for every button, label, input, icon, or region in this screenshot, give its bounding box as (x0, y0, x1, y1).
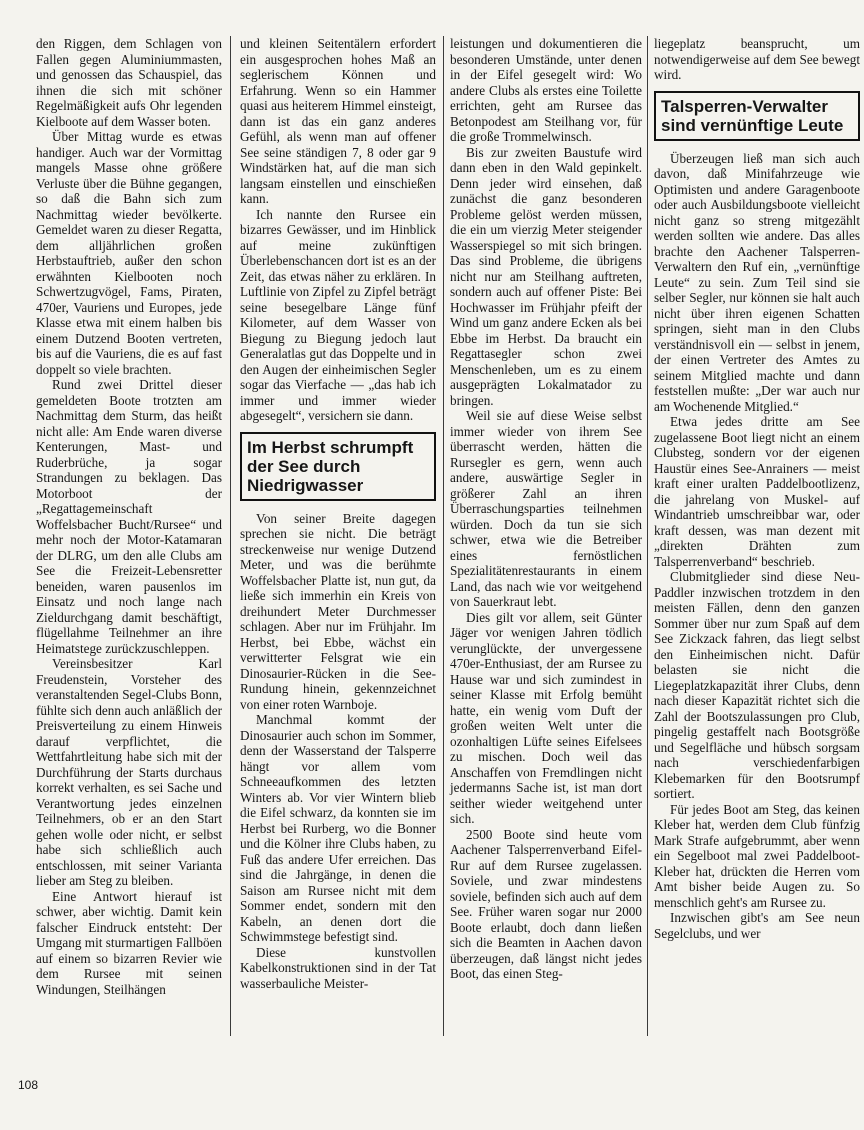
paragraph: Vereinsbesitzer Karl Freudenstein, Vorsteher des veranstaltenden Segel-Clubs Bonn, fühlte sich denn auch anläßlich der Preisverteilung zu einem Hinweis darauf verpflichtet, die Wettfahrtleitung habe sich mit der Durchführung der Starts durchaus korrekt verhalten, es sei Sache und Verantwortung jedes einzelnen Teilnehmers, ob er an den Start gehen wolle oder nicht, er selbst habe sich schließlich auch entschlossen, mit seiner Varianta lieber am Steg zu bleiben. (36, 656, 222, 888)
page-number: 108 (18, 1078, 39, 1092)
paragraph: Diese kunstvollen Kabelkonstruktionen sind in der Tat wasserbauliche Meister- (240, 944, 436, 991)
paragraph: den Riggen, dem Schlagen von Fallen gegen Aluminiummasten, und genossen das Schauspiel, das ihnen die sich mit schöner Regelmäßigkeit aufs Ohr legenden Kielboote auf dem Wasser boten. (36, 36, 222, 129)
text-column-4 (654, 36, 860, 941)
paragraph: Etwa jedes dritte am See zugelassene Boot liegt nicht an einem Clubsteg, sondern vor der eigenen Haustür eines See-Anrainers — meist kraft einer uralten Paddelbootlizenz, die jahrelang von Muskel- auf Windantrieb umschreibbar war, oder kraft dessen, was man dezent mit „direkten Drähten zum Talsperrenverband“ beschrieb. (654, 414, 860, 569)
paragraph: Für jedes Boot am Steg, das keinen Kleber hat, werden dem Club fünfzig Mark Strafe aufgebrummt, aber wenn ein Segelboot mal zwei Paddelboot-Kleber hat, drückten die Herren vom Amt bisher beide Augen zu. So menschlich geht's am Rursee zu. (654, 801, 860, 910)
paragraph: Clubmitglieder sind diese Neu-Paddler inzwischen trotzdem in den meisten Fällen, denn den ganzen Sommer über nur zum Spaß auf dem See Zickzack fahren, das liegt selbst den Einheimischen nicht. Dafür belasten sie nicht die Liegeplatzkapazität ihrer Clubs, denn nach dieser Kapazität richtet sich die Zahl der Bootszulassungen pro Club, pingelig gestaffelt nach Bootsgröße und Segelfläche und hübsch sorgsam nach verschiedenfarbigen Klebemarken für den Bootsrumpf sortiert. (654, 569, 860, 801)
column-divider (230, 36, 231, 1036)
text-column-2 (240, 36, 436, 991)
paragraph: leistungen und dokumentieren die besonderen Umstände, unter denen in der Eifel gesegelt wird: Wo andere Clubs als erstes eine Toilette errichten, geht am Rursee das Betonpodest am Steilhang vor, für die große Trommelwinsch. (450, 36, 642, 144)
column-divider (443, 36, 444, 1036)
paragraph: Bis zur zweiten Baustufe wird dann eben in den Wald gepinkelt. Denn jeder wird einsehen, daß zunächst die ganz besonderen Probleme gelöst werden müssen, die ein um vierzig Meter steigender Wasserspiegel so mit sich bringen. Das sind Probleme, die übrigens nicht nur am Steilhang auftreten, sondern auch auf offener Piste: Bei Hochwasser im Frühjahr pfeift der Wind um ganz andere Ecken als bei Ebbe im Herbst. Da braucht ein Regattasegler schon zwei Menschenleben, um es zu einem ausgeprägten Lokalmatador zu bringen. (450, 144, 642, 408)
paragraph: Ich nannte den Rursee ein bizarres Gewässer, und im Hinblick auf meine zukünftigen Überlebenschancen dort ist es an der Zeit, das etwas näher zu erklären. In Luftlinie von Zipfel zu Zipfel beträgt seine besegelbare Länge fünf Kilometer, auf dem Wasser von Biegung zu Biegung jedoch laut Generalatlas gut das Doppelte und in den Augen der einheimischen Segler sogar das Vierfache — „das hab ich immer und immer wieder abgesegelt“, versichern sie dann. (240, 206, 436, 423)
paragraph: Eine Antwort hierauf ist schwer, aber wichtig. Damit kein falscher Eindruck entsteht: Der Umgang mit sturmartigen Fallböen auf einem so bizarren Revier wie dem Rursee mit seinen Windungen, Steilhängen (36, 888, 222, 997)
paragraph: Von seiner Breite dagegen sprechen sie nicht. Die beträgt streckenweise nur wenige Dutzend Meter, und was die berühmte Woffelsbacher Platte ist, nun gut, da ließe sich immerhin ein Kreis von dreihundert Meter Durchmesser schlagen. Aber nur im Frühjahr. Im Herbst, bei Ebbe, wächst ein verwitterter Felsgrat wie ein Dinosaurier-Rücken in die See-Rundung hinein, gekennzeichnet von einer roten Warnboje. (240, 510, 436, 712)
section-heading-talsperren: Talsperren-Verwalter sind vernünftige Leute (654, 91, 860, 141)
paragraph: liegeplatz beansprucht, um notwendigerweise auf dem See bewegt wird. (654, 36, 860, 82)
section-heading-herbst: Im Herbst schrumpft der See durch Niedrigwasser (240, 432, 436, 501)
paragraph: Dies gilt vor allem, seit Günter Jäger vor wenigen Jahren tödlich verunglückte, der unvergessene 470er-Enthusiast, der am Rursee zu Hause war und sich zumindest in seiner Klasse mit Erfolg bemüht hatte, ein wenig vom Duft der großen weiten Welt unter die ozonhaltigen Lüfte seines Eifelsees zu mischen. Doch weil das Anschaffen von Fremdlingen nicht jedermanns Sache ist, ist man dort seither wieder weitgehend unter sich. (450, 609, 642, 826)
paragraph: Manchmal kommt der Dinosaurier auch schon im Sommer, denn der Wasserstand der Talsperre hängt vor allem vom Schneeaufkommen des letzten Winters ab. Vor vier Wintern blieb die Eifel schwarz, da konnten sie im Herbst bei Rurberg, wo die Bonner und die Kölner ihre Clubs haben, zu Fuß das andere Ufer erreichen. Das sind die Jahrgänge, in denen die Saison am Rursee nicht mit dem Sommer endet, sondern mit den Kabeln, an denen dort die Schwimmstege befestigt sind. (240, 712, 436, 944)
paragraph: Inzwischen gibt's am See neun Segelclubs, und wer (654, 910, 860, 941)
paragraph: Über Mittag wurde es etwas handiger. Auch war der Vormittag mangels Masse ohne größere Verluste über die Bühne gegangen, so daß die Bahn sich zum Nachmittag wieder bevölkerte. Gemeldet waren zu dieser Regatta, dem alljährlichen großen Herbstauftrieb, außer den schon erwähnten Kielbooten noch Schwertzugvögel, Fams, Piraten, 470er, Vauriens und Europes, jede Klasse etwa mit einem halben bis einem Dutzend Booten vertreten, bis auf die Vauriens, die es auf fast doppelt so viele brachten. (36, 129, 222, 377)
paragraph: Weil sie auf diese Weise selbst immer wieder von ihrem See überrascht werden, hätten die Rursegler es gern, wenn auch andere, auswärtige Segler in größerer Zahl an ihren Überraschungsparties teilnehmen würden. Doch da tun sie sich schwer, etwa wie die Betreiber eines fernöstlichen Spezialitätenrestaurants in einem Land, das nach wie vor weitgehend von Sauerkraut lebt. (450, 408, 642, 609)
text-column-1 (36, 36, 222, 997)
text-column-3 (450, 36, 642, 982)
paragraph: und kleinen Seitentälern erfordert ein ausgesprochen hohes Maß an seglerischem Können und Erfahrung. Wenn so ein Hammer quasi aus heiterem Himmel einsteigt, dann ist das ein ganz anderes Gefühl, als wenn man auf offener See seine ständigen 7, 8 oder gar 9 Windstärken hat, auf die man sich langsam einstellen und einschießen kann. (240, 36, 436, 206)
paragraph: Überzeugen ließ man sich auch davon, daß Minifahrzeuge wie Optimisten und andere Garagenboote oder auch Ausbildungsboote vielleicht nicht ganz so streng mitgezählt werden sollten wie andere. Das alles brachte den Aachener Talsperren-Verwaltern den Ruf ein, „vernünftige Leute“ zu sein. Zum Teil sind sie selber Segler, nur können sie halt auch nicht über ihren eigenen Schatten springen, sieht man in den Clubs verständnisvoll ein — selbst in jenem, der einen Vertreter des Amtes zu seinem Mitglied machte und dann feststellen mußte: „Der war auch nur am Wochenende Mitglied.“ (654, 150, 860, 414)
paragraph: Rund zwei Drittel dieser gemeldeten Boote trotzten am Nachmittag dem Sturm, das heißt nicht alle: Am Ende waren diverse Kenterungen, Mast- und Ruderbrüche, ja sogar Strandungen zu beklagen. Das Motorboot der „Regattagemeinschaft Woffelsbacher Bucht/Rursee“ und mehr noch der Motor-Katamaran der DLRG, um den alle Clubs am See die Freizeit-Lebensretter beneiden, waren pausenlos im Einsatz und noch lange nach Zieldurchgang damit beschäftigt, flügellahme Teilnehmer an ihre Heimatstege zurückzuschleppen. (36, 377, 222, 656)
column-divider (647, 36, 648, 1036)
paragraph: 2500 Boote sind heute vom Aachener Talsperrenverband Eifel-Rur auf dem Rursee zugelassen. Soviele, und zwar mindestens soviele, befinden sich auch auf dem See. Früher waren sogar nur 2000 Boote erlaubt, doch dann ließen sich die Beamten in Aachen davon überzeugen, daß längst nicht jedes Boot, das einen Steg- (450, 826, 642, 981)
